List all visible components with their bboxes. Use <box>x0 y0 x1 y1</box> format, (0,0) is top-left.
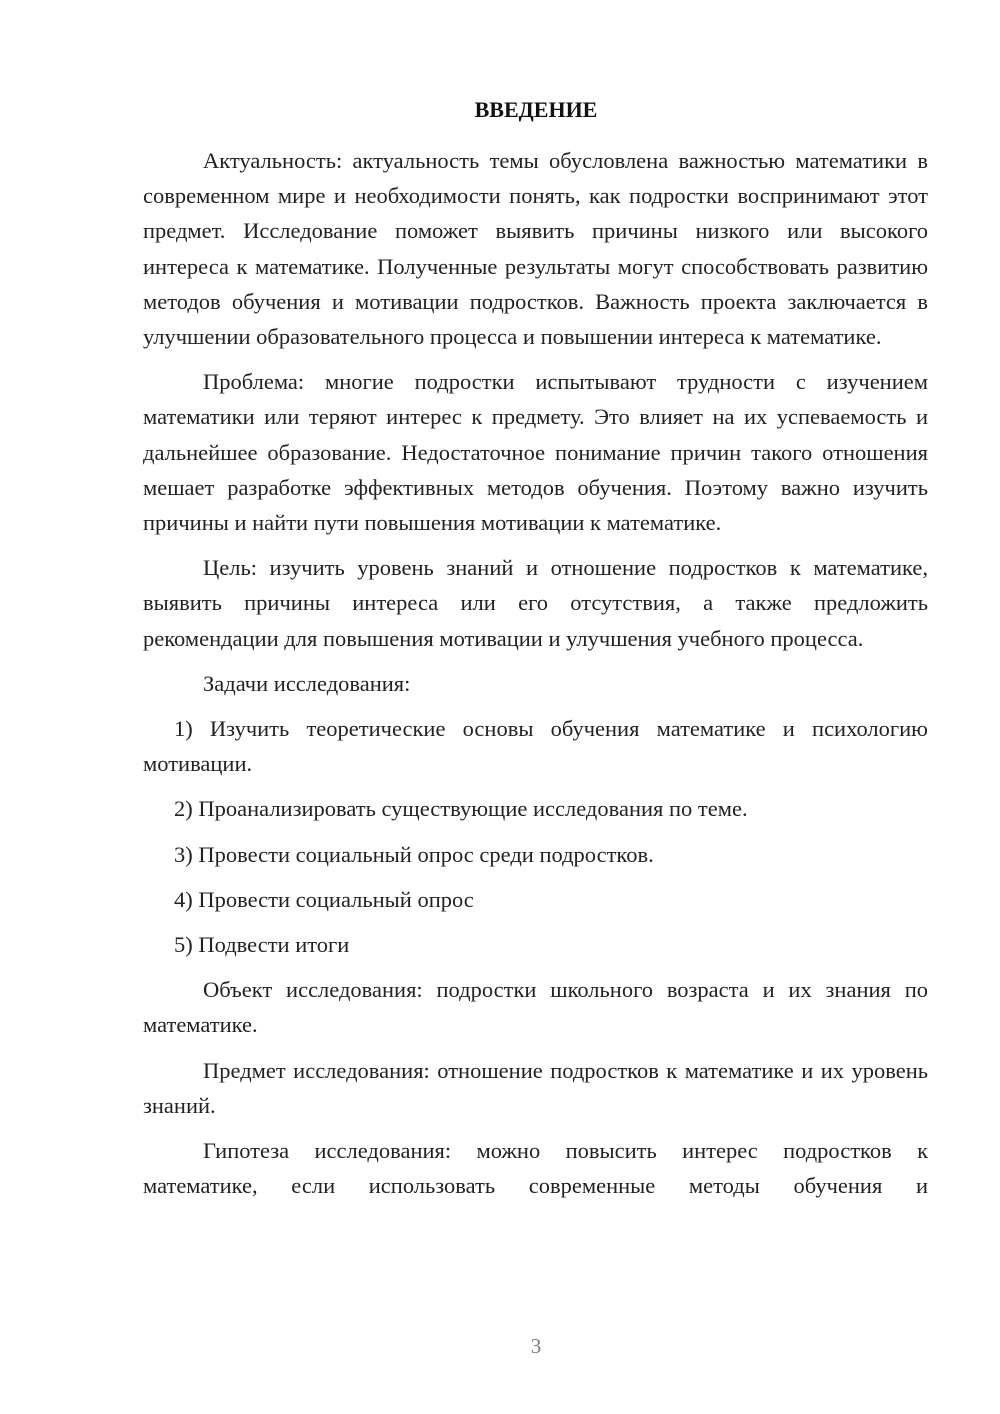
list-item: 1) Изучить теоретические основы обучения математике и психологию мотивации. <box>143 716 928 777</box>
paragraph-relevance: Актуальность: актуальность темы обусловлена важностью математики в современном мире и необходимости понять, как подростки воспринимают этот предмет. Исследование поможет выявить причины низкого или высокого интереса к математике. Полученные результаты могут способствовать развитию методов обучения и мотивации подростков. Важность проекта заключается в улучшении образовательного процесса и повышении интереса к математике. <box>143 148 928 350</box>
body-text <box>143 143 928 1203</box>
page-number: 3 <box>530 1334 542 1358</box>
paragraph-object: Объект исследования: подростки школьного возраста и их знания по математике. <box>143 977 928 1038</box>
tasks-heading: Задачи исследования: <box>203 670 411 696</box>
list-item: 5) Подвести итоги <box>174 932 350 958</box>
paragraph-subject: Предмет исследования: отношение подростков к математике и их уровень знаний. <box>143 1057 928 1118</box>
paragraph-goal: Цель: изучить уровень знаний и отношение подростков к математике, выявить причины интереса или его отсутствия, а также предложить рекомендации для повышения мотивации и улучшения учебного процесса. <box>143 555 928 651</box>
paragraph-hypothesis: Гипотеза исследования: можно повысить интерес подростков к математике, если использовать современные методы обучения и <box>143 1138 928 1199</box>
list-item: 3) Провести социальный опрос среди подростков. <box>174 841 654 867</box>
list-item: 4) Провести социальный опрос <box>174 886 474 912</box>
paragraph-problem: Проблема: многие подростки испытывают трудности с изучением математики или теряют интерес к предмету. Это влияет на их успеваемость и дальнейшее образование. Недостаточное понимание причин такого отношения мешает разработке эффективных методов обучения. Поэтому важно изучить причины и найти пути повышения мотивации к математике. <box>143 369 928 536</box>
page-title: ВВЕДЕНИЕ <box>474 97 598 122</box>
list-item: 2) Проанализировать существующие исследования по теме. <box>174 796 748 822</box>
